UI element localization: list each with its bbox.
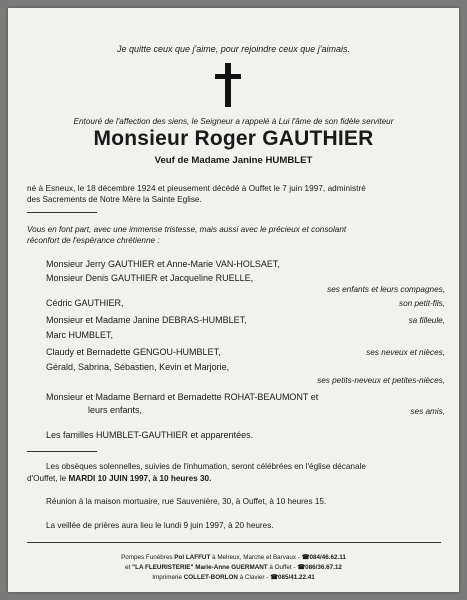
- vigil-line: La veillée de prières aura lieu le lundi 9 juin 1997, à 20 heures.: [46, 521, 274, 530]
- family-role-9: ses amis,: [410, 407, 445, 416]
- footer-1-name: Pol LAFFUT: [174, 554, 211, 561]
- meeting-line: Réunion à la maison mortuaire, rue Sauvenière, 30, à Ouffet, à 10 heures 15.: [46, 497, 327, 506]
- announce-line-1: Vous en font part, avec une immense tristesse, mais aussi avec le précieux et consolant: [27, 225, 347, 234]
- footer-1-a: Pompes Funèbres: [121, 554, 175, 561]
- birth-line-1: né à Esneux, le 18 décembre 1924 et pieusement décédé à Ouffet le 7 juin 1997, administré: [27, 184, 366, 193]
- footer-3-phone: ☎085/41.22.41: [270, 574, 315, 581]
- family-line-3: Cédric GAUTHIER,: [46, 298, 124, 308]
- birth-line-2: des Sacrements de Notre Mère la Sainte Eglise.: [27, 195, 202, 204]
- funeral-line-1: Les obsèques solennelles, suivies de l'inhumation, seront célébrées en l'église décanale: [46, 462, 366, 471]
- intro-text: Entouré de l'affection des siens, le Seigneur a rappelé à Lui l'âme de son fidèle serviteur: [73, 117, 394, 126]
- funeral-line-2: [27, 474, 211, 483]
- announce-line-2: réconfort de l'espérance chrétienne :: [27, 236, 160, 245]
- footer-2-name: "LA FLEURISTERIE" Marie-Anne GUERMANT: [132, 564, 268, 571]
- footer-line-1: [8, 554, 459, 561]
- family-line-5: Marc HUMBLET,: [46, 330, 114, 340]
- family-role-7: ses petits-neveux et petites-nièces,: [317, 376, 445, 385]
- family-role-6: ses neveux et nièces,: [366, 348, 445, 357]
- family-line-10: Les familles HUMBLET-GAUTHIER et apparentées.: [46, 430, 254, 440]
- footer-3-c: à Clavier -: [237, 574, 271, 581]
- footer-1-phone: ☎084/46.62.11: [301, 554, 346, 561]
- family-line-4: Monsieur et Madame Janine DEBRAS-HUMBLET,: [46, 315, 247, 325]
- footer-2-phone: ☎086/36.67.12: [297, 564, 342, 571]
- funeral-line-2-start: d'Ouffet, le: [27, 474, 69, 483]
- deceased-name: [8, 127, 459, 151]
- footer-1-c: à Melreux, Marche et Barvaux -: [210, 554, 302, 561]
- name-surname: GAUTHIER: [262, 127, 374, 150]
- footer-3-a: Imprimerie: [152, 574, 184, 581]
- family-line-9: leurs enfants,: [88, 405, 143, 415]
- footer-2-c: à Ouffet -: [267, 564, 298, 571]
- family-line-1: Monsieur Jerry GAUTHIER et Anne-Marie VAN-HOLSAET,: [46, 259, 280, 269]
- family-line-2: Monsieur Denis GAUTHIER et Jacqueline RUELLE,: [46, 273, 254, 283]
- family-role-2: ses enfants et leurs compagnes,: [327, 285, 445, 294]
- family-line-8: Monsieur et Madame Bernard et Bernadette ROHAT-BEAUMONT et: [46, 392, 319, 402]
- family-line-7: Gérald, Sabrina, Sébastien, Kevin et Marjorie,: [46, 362, 230, 372]
- death-notice-card: [8, 8, 459, 592]
- divider-full: [27, 542, 441, 543]
- family-line-6: Claudy et Bernadette GENGOU-HUMBLET,: [46, 347, 221, 357]
- footer-3-name: COLLET-BORLON: [183, 574, 238, 581]
- divider-short-1: [27, 212, 97, 213]
- widower-line: Veuf de Madame Janine HUMBLET: [154, 155, 313, 166]
- footer-line-3: [8, 574, 459, 581]
- footer-line-2: [8, 564, 459, 571]
- name-prefix: Monsieur Roger: [93, 127, 263, 150]
- footer-2-a: et: [125, 564, 133, 571]
- family-role-3: son petit-fils,: [399, 299, 445, 308]
- header-quote: Je quitte ceux que j'aime, pour rejoindre ceux que j'aimais.: [116, 44, 351, 54]
- family-role-4: sa filleule,: [408, 316, 445, 325]
- divider-short-2: [27, 451, 97, 452]
- funeral-date: MARDI 10 JUIN 1997, à 10 heures 30.: [68, 474, 212, 483]
